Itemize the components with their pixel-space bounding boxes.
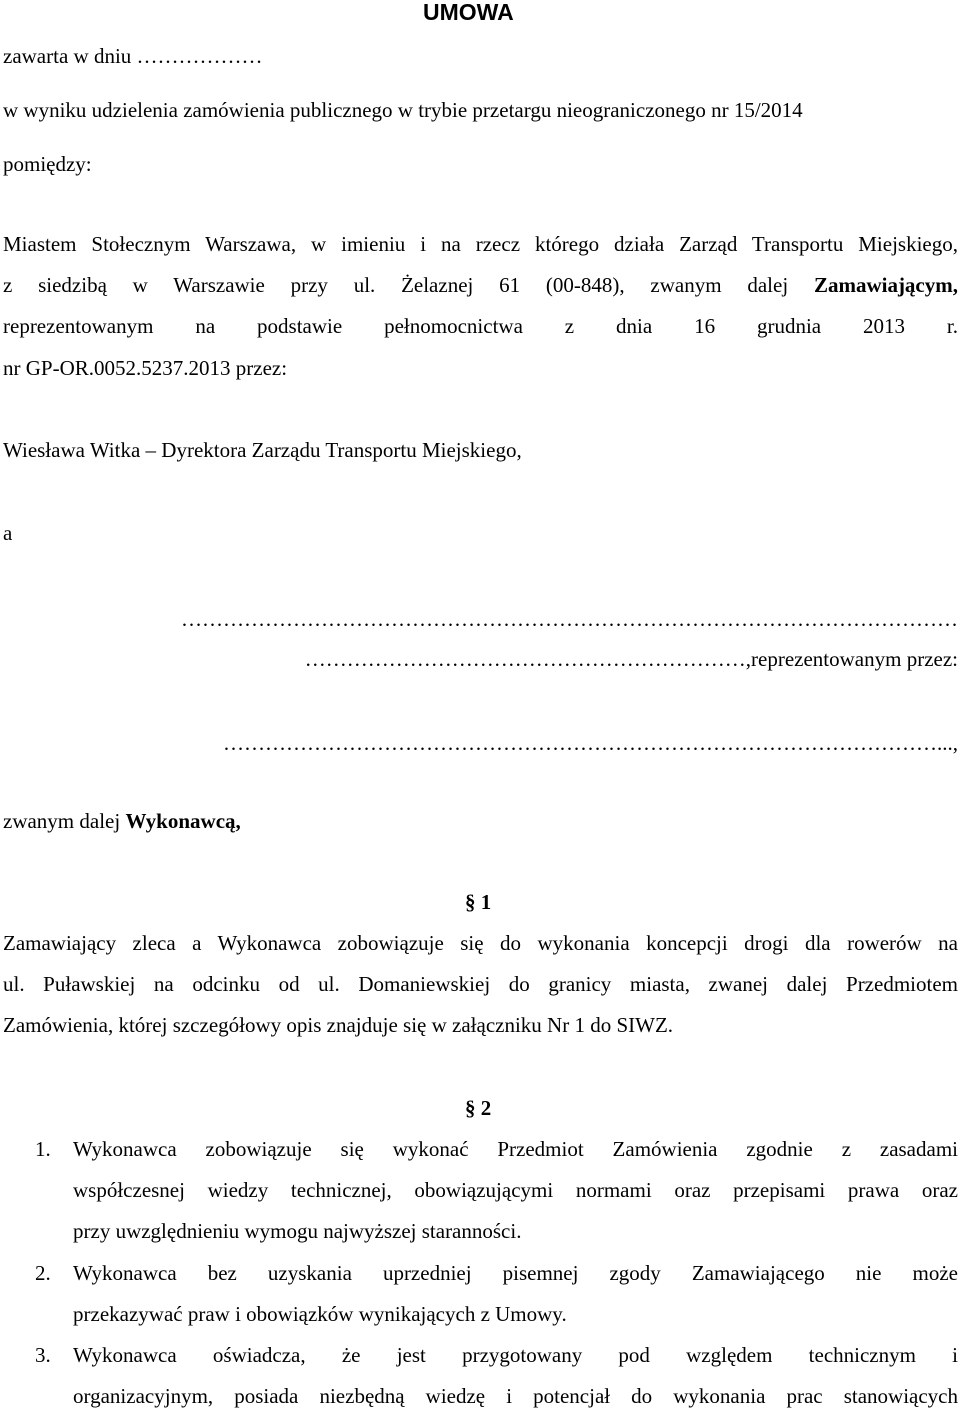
party2-dots-line3: …………………………………………………………………………………………..., xyxy=(223,731,958,755)
party2-called-text: zwanym dalej xyxy=(3,809,126,833)
party2-dots-line2: ………………………………………………………,reprezentowanym przez: xyxy=(304,647,958,671)
and-label: a xyxy=(3,521,13,545)
section1-line3: Zamówienia, której szczegółowy opis znajduje się w załączniku Nr 1 do SIWZ. xyxy=(3,1013,674,1037)
party1-line2-text: z siedzibą w Warszawie przy ul. Żelaznej 61 (00-848), zwanym dalej xyxy=(3,273,814,297)
section2-item3-line2: organizacyjnym, posiada niezbędną wiedzę i potencjał do wykonania prac stanowiących xyxy=(73,1384,958,1408)
section2-item2-number: 2. xyxy=(35,1261,51,1285)
section2-item3-line1: Wykonawca oświadcza, że jest przygotowany pod względem technicznym i xyxy=(73,1343,958,1367)
document-title: UMOWA xyxy=(423,0,514,25)
section1-heading: § 1 xyxy=(465,890,492,914)
date-line: zawarta w dniu ……………… xyxy=(3,44,263,68)
party1-representative: Wiesława Witka – Dyrektora Zarządu Transportu Miejskiego, xyxy=(3,438,522,462)
party1-line2 xyxy=(3,270,958,300)
party2-role: Wykonawcą, xyxy=(125,809,241,833)
section2-item1-line3: przy uwzględnieniu wymogu najwyższej staranności. xyxy=(73,1219,522,1243)
party1-line4: nr GP-OR.0052.5237.2013 przez: xyxy=(3,356,288,380)
party2-called xyxy=(3,806,958,836)
section1-line2: ul. Puławskiej na odcinku od ul. Domaniewskiej do granicy miasta, zwanej dalej Przedmiotem xyxy=(3,972,958,996)
intro-line: w wyniku udzielenia zamówienia publicznego w trybie przetargu nieograniczonego nr 15/2014 xyxy=(3,98,803,122)
party1-line1: Miastem Stołecznym Warszawa, w imieniu i na rzecz którego działa Zarząd Transportu Miejskiego, xyxy=(3,232,958,256)
section2-item3-number: 3. xyxy=(35,1343,51,1367)
party2-dots-line1: ………………………………………………………………………………………………… xyxy=(181,607,958,631)
between-label: pomiędzy: xyxy=(3,152,92,176)
section2-item2-line2: przekazywać praw i obowiązków wynikających z Umowy. xyxy=(73,1302,567,1326)
section2-item2-line1: Wykonawca bez uzyskania uprzedniej pisemnej zgody Zamawiającego nie może xyxy=(73,1261,958,1285)
section2-item1-number: 1. xyxy=(35,1137,51,1161)
section1-line1: Zamawiający zleca a Wykonawca zobowiązuje się do wykonania koncepcji drogi dla rowerów na xyxy=(3,931,958,955)
section2-item1-line2: współczesnej wiedzy technicznej, obowiązującymi normami oraz przepisami prawa oraz xyxy=(73,1178,958,1202)
party1-line3: reprezentowanym na podstawie pełnomocnictwa z dnia 16 grudnia 2013 r. xyxy=(3,314,958,338)
section2-heading: § 2 xyxy=(465,1096,492,1120)
section2-item1-line1: Wykonawca zobowiązuje się wykonać Przedmiot Zamówienia zgodnie z zasadami xyxy=(73,1137,958,1161)
party1-role: Zamawiającym, xyxy=(813,273,958,297)
